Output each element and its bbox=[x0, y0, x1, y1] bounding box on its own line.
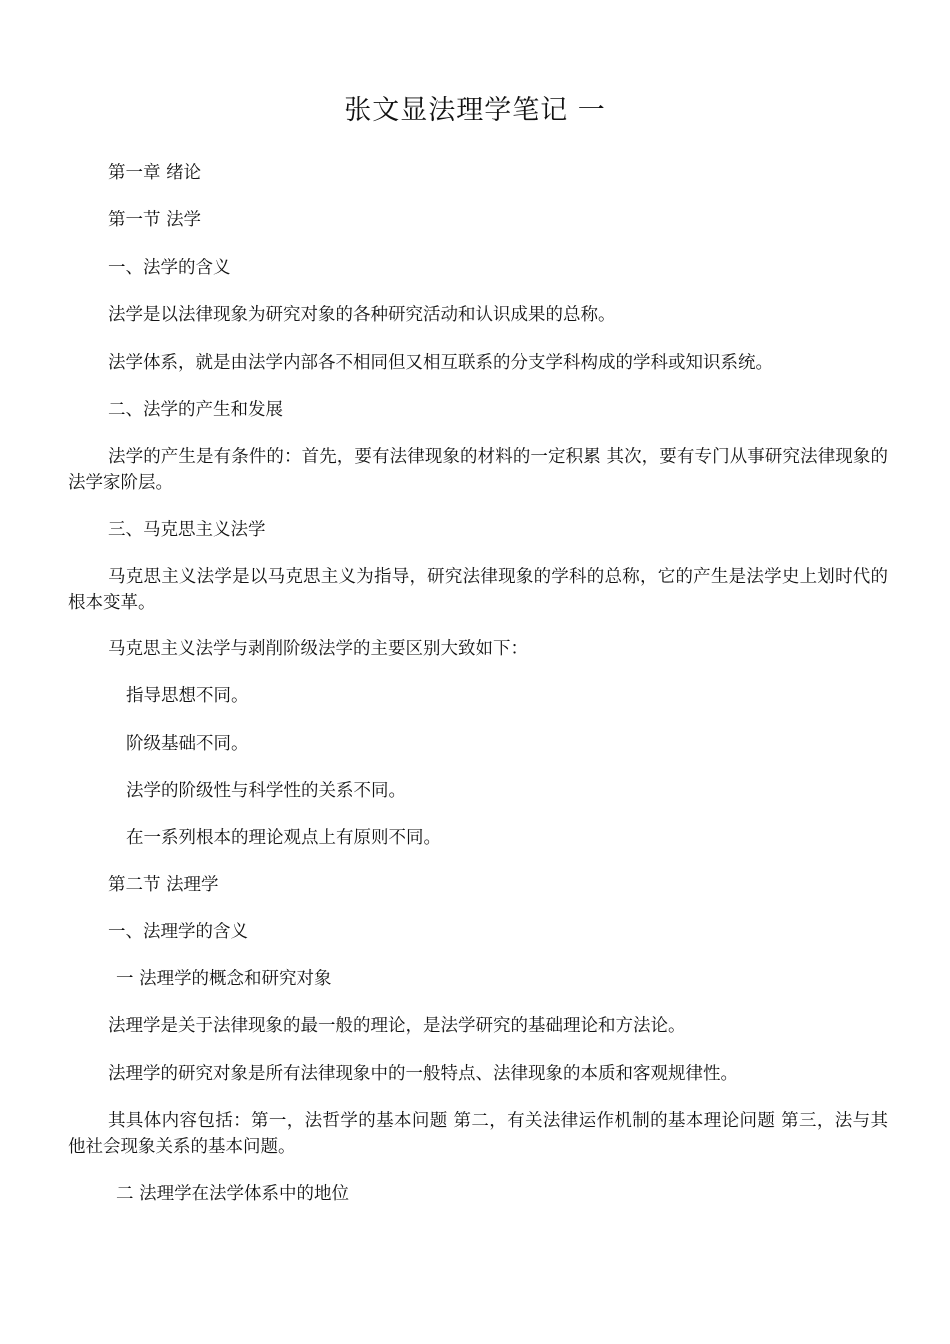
paragraph: 马克思主义法学是以马克思主义为指导，研究法律现象的学科的总称，它的产生是法学史上划时代的根本变革。 bbox=[68, 567, 888, 613]
paragraph: 法理学的研究对象是所有法律现象中的一般特点、法律现象的本质和客观规律性。 bbox=[108, 1064, 738, 1084]
section-heading: 第一节 法学 bbox=[108, 210, 202, 230]
chapter-heading: 第一章 绪论 bbox=[108, 163, 202, 183]
document-title: 张文显法理学笔记 一 bbox=[344, 95, 606, 126]
paragraph: 马克思主义法学与剥削阶级法学的主要区别大致如下： bbox=[108, 639, 528, 659]
paragraph: 其具体内容包括：第一，法哲学的基本问题 第二，有关法律运作机制的基本理论问题 第三，法与其他社会现象关系的基本问题。 bbox=[68, 1111, 888, 1157]
paragraph: 法学是以法律现象为研究对象的各种研究活动和认识成果的总称。 bbox=[108, 305, 616, 325]
subsection-heading: 一 法理学的概念和研究对象 bbox=[116, 969, 332, 989]
paragraph: 法理学是关于法律现象的最一般的理论，是法学研究的基础理论和方法论。 bbox=[108, 1016, 686, 1036]
list-item: 法学的阶级性与科学性的关系不同。 bbox=[126, 781, 406, 801]
subsection-heading: 三、马克思主义法学 bbox=[108, 520, 266, 540]
subsection-heading: 二、法学的产生和发展 bbox=[108, 400, 283, 420]
subsection-heading: 二 法理学在法学体系中的地位 bbox=[116, 1184, 350, 1204]
subsection-heading: 一、法学的含义 bbox=[108, 258, 231, 278]
subsection-heading: 一、法理学的含义 bbox=[108, 922, 248, 942]
section-heading: 第二节 法理学 bbox=[108, 875, 219, 895]
list-item: 阶级基础不同。 bbox=[126, 734, 249, 754]
list-item: 指导思想不同。 bbox=[126, 686, 249, 706]
paragraph: 法学体系，就是由法学内部各不相同但又相互联系的分支学科构成的学科或知识系统。 bbox=[108, 353, 773, 373]
paragraph: 法学的产生是有条件的：首先，要有法律现象的材料的一定积累 其次，要有专门从事研究法律现象的法学家阶层。 bbox=[68, 447, 888, 493]
list-item: 在一系列根本的理论观点上有原则不同。 bbox=[126, 828, 441, 848]
